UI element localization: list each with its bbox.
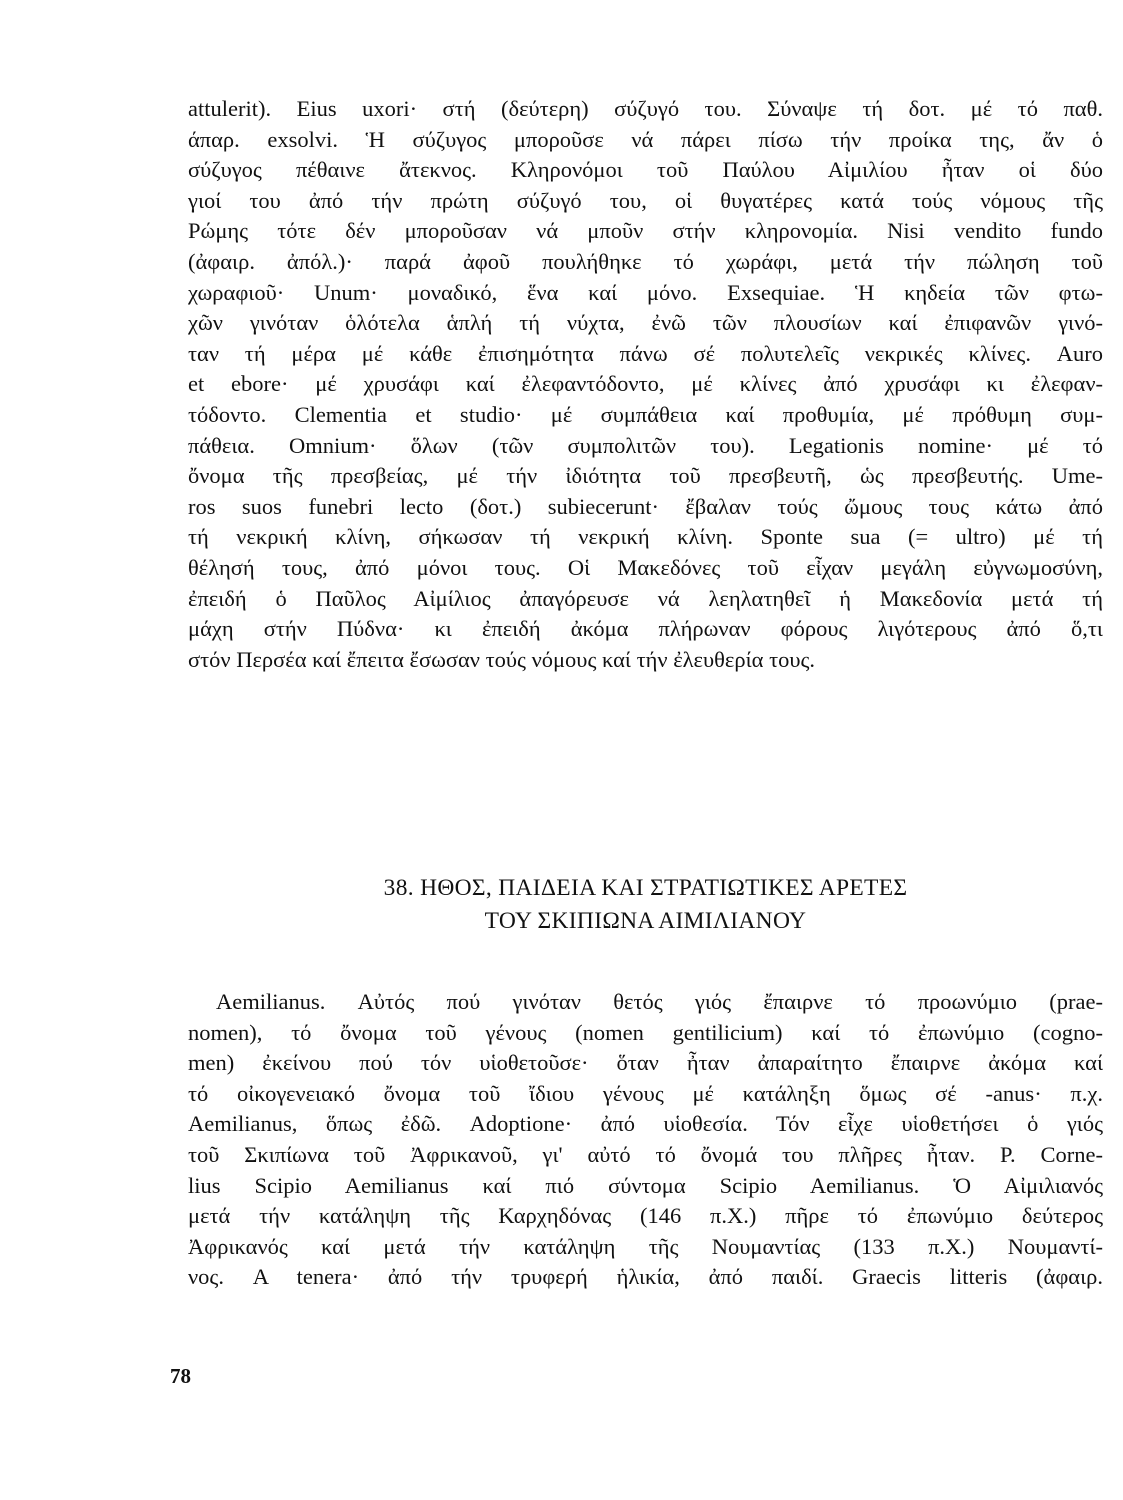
text-line: πάθεια. Omnium· ὅλων (τῶν συμπολιτῶν του). Legationis nomine· μέ τό [188,432,1103,458]
text-line: men) ἐκείνου πού τόν υἱοθετοῦσε· ὅταν ἦταν ἀπαραίτητο ἔπαιρνε ἀκόμα καί [188,1050,1103,1076]
text-line: τή νεκρική κλίνη, σήκωσαν τή νεκρική κλίνη. Sponte sua (= ultro) μέ τή [188,524,1103,550]
text-line: θέλησή τους, ἀπό μόνοι τους. Οἱ Μακεδόνες τοῦ εἶχαν μεγάλη εὐγνωμοσύνη, [188,554,1103,580]
section-heading-line-2: ΤΟΥ ΣΚΙΠΙΩΝΑ ΑΙΜΙΛΙΑΝΟΥ [484,908,807,934]
text-line: attulerit). Eius uxori· στή (δεύτερη) σύζυγό του. Σύναψε τή δοτ. μέ τό παθ. [188,96,1103,121]
text-line: nomen), τό ὄνομα τοῦ γένους (nomen gentilicium) καί τό ἐπωνύμιο (cogno- [188,1019,1103,1045]
paragraph-commentary-37 [188,94,1103,675]
text-line: τοῦ Σκιπίωνα τοῦ Ἀφρικανοῦ, γι' αὐτό τό ὄνομά του πλῆρες ἦταν. P. Corne- [188,1141,1103,1167]
text-line: Ἀφρικανός καί μετά τήν κατάληψη τῆς Νουμαντίας (133 π.Χ.) Νουμαντί- [188,1233,1103,1259]
section-heading [188,872,1103,938]
text-line: Aemilianus, ὅπως ἐδῶ. Adoptione· ἀπό υἱοθεσία. Τόν εἶχε υἱοθετήσει ὁ γιός [188,1111,1103,1137]
text-line: νος. A tenera· ἀπό τήν τρυφερή ἡλικία, ἀπό παιδί. Graecis litteris (ἀφαιρ. [188,1264,1103,1290]
text-line: ros suos funebri lecto (δοτ.) subiecerunt· ἔβαλαν τούς ὤμους τους κάτω ἀπό [188,493,1103,519]
text-line: χωραφιοῦ· Unum· μοναδικό, ἕνα καί μόνο. Exsequiae. Ἡ κηδεία τῶν φτω- [188,279,1103,305]
text-line: σύζυγος πέθαινε ἄτεκνος. Κληρονόμοι τοῦ Παύλου Αἰμιλίου ἦταν οἱ δύο [188,157,1103,183]
text-line: τό οἰκογενειακό ὄνομα τοῦ ἴδιου γένους μέ κατάληξη ὅμως σέ -anus· π.χ. [188,1080,1103,1106]
text-line: Ρώμης τότε δέν μποροῦσαν νά μποῦν στήν κληρονομία. Nisi vendito fundo [188,218,1103,244]
text-line: et ebore· μέ χρυσάφι καί ἐλεφαντόδοντο, μέ κλίνες ἀπό χρυσάφι κι ἐλεφαν- [188,371,1103,397]
text-line: χῶν γινόταν ὁλότελα ἁπλή τή νύχτα, ἐνῶ τῶν πλουσίων καί ἐπιφανῶν γινό- [188,310,1103,336]
text-line: (ἀφαιρ. ἀπόλ.)· παρά ἀφοῦ πουλήθηκε τό χωράφι, μετά τήν πώληση τοῦ [188,248,1103,274]
text-line: στόν Περσέα καί ἔπειτα ἔσωσαν τούς νόμους καί τήν ἐλευθερία τους. [188,646,816,672]
text-line: ταν τή μέρα μέ κάθε ἐπισημότητα πάνω σέ πολυτελεῖς νεκρικές κλίνες. Auro [188,340,1103,366]
text-line: μετά τήν κατάληψη τῆς Καρχηδόνας (146 π.Χ.) πῆρε τό ἐπωνύμιο δεύτερος [188,1203,1103,1229]
text-line: lius Scipio Aemilianus καί πιό σύντομα Scipio Aemilianus. Ὁ Αἰμιλιανός [188,1172,1103,1198]
text-line: ὄνομα τῆς πρεσβείας, μέ τήν ἰδιότητα τοῦ πρεσβευτῆ, ὡς πρεσβευτής. Ume- [188,463,1103,489]
text-line: τόδοντο. Clementia et studio· μέ συμπάθεια καί προθυμία, μέ πρόθυμη συμ- [188,401,1103,427]
paragraph-commentary-38 [188,987,1103,1293]
text-line: μάχη στήν Πύδνα· κι ἐπειδή ἀκόμα πλήρωναν φόρους λιγότερους ἀπό ὅ,τι [188,616,1103,642]
section-heading-line-1: 38. ΗΘΟΣ, ΠΑΙΔΕΙΑ ΚΑΙ ΣΤΡΑΤΙΩΤΙΚΕΣ ΑΡΕΤΕΣ [383,875,908,901]
text-line: γιοί του ἀπό τήν πρώτη σύζυγό του, οἱ θυγατέρες κατά τούς νόμους τῆς [188,187,1103,213]
text-line: Aemilianus. Αὐτός πού γινόταν θετός γιός ἔπαιρνε τό προωνύμιο (prae- [216,989,1103,1014]
text-line: άπαρ. exsolvi. Ἡ σύζυγος μποροῦσε νά πάρει πίσω τήν προίκα της, ἄν ὁ [188,126,1103,152]
page-number: 78 [170,1364,191,1388]
text-line: ἐπειδή ὁ Παῦλος Αἰμίλιος ἀπαγόρευσε νά λεηλατηθεῖ ἡ Μακεδονία μετά τή [188,585,1103,611]
